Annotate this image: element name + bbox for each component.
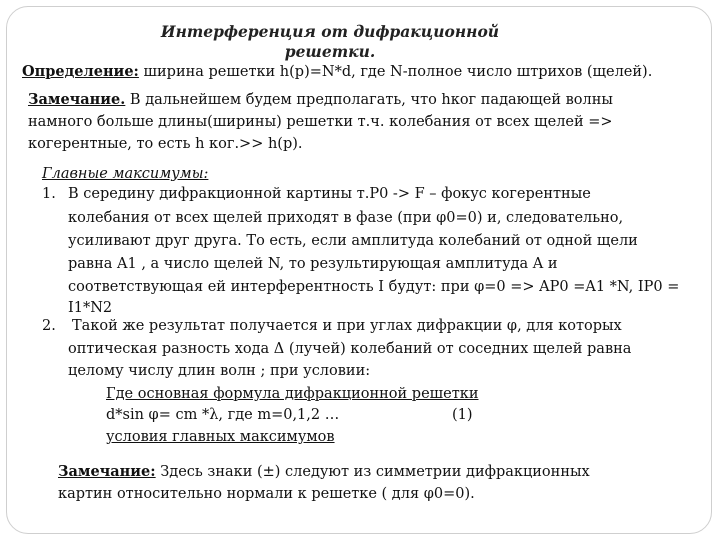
item1-line: В середину дифракционной картины т.P0 -> F – фокус когерентные (68, 186, 591, 202)
item1-number: 1. (42, 186, 56, 202)
definition-label: Определение: (22, 63, 139, 80)
definition-line (22, 62, 652, 82)
item2-line: целому числу длин волн ; при условии: (68, 363, 371, 379)
item1-line: равна A1 , а число щелей N, то результирующая амплитуда A и (68, 256, 558, 272)
item1-line: колебания от всех щелей приходят в фазе (при φ0=0) и, следовательно, (68, 210, 624, 226)
formula-note: условия главных максимумов (106, 429, 335, 445)
remark1-line1: Замечание. В дальнейшем будем предполагать, что hког падающей волны (28, 91, 613, 108)
item1-line: I1*N2 (68, 300, 113, 316)
remark2-label: Замечание: (58, 463, 156, 480)
formula-equation: d*sin φ= cm *λ, где m=0,1,2 … (106, 407, 340, 423)
item2-number: 2. (42, 318, 56, 334)
page-title: Интерференция от дифракционной решетки. (160, 22, 500, 61)
item2-line: оптическая разность хода Δ (лучей) колебаний от соседних щелей равна (68, 341, 632, 357)
definition-text: ширина решетки h(p)=N*d, где N-полное число штрихов (щелей). (138, 64, 653, 80)
remark1-line2: намного больше длины(ширины) решетки т.ч. колебания от всех щелей => (28, 114, 613, 130)
remark1-label: Замечание. (28, 91, 126, 108)
remark1-line3: когерентные, то есть h ког.>> h(p). (28, 136, 303, 152)
formula-number: (1) (452, 407, 473, 423)
main-maxima-heading: Главные максимумы: (42, 166, 209, 182)
item2-line: Такой же результат получается и при углах дифракции φ, для которых (72, 318, 622, 334)
item1-line: усиливают друг друга. То есть, если амплитуда колебаний от одной щели (68, 233, 638, 249)
formula-caption: Где основная формула дифракционной решетки (106, 386, 479, 402)
item1-line: соответствующая ей интерферентность I будут: при φ=0 => AP0 =A1 *N, IP0 = (68, 279, 680, 295)
remark2-line2: картин относительно нормали к решетке ( для φ0=0). (58, 486, 475, 502)
remark2-line1: Замечание: Здесь знаки (±) следуют из симметрии дифракционных (58, 463, 590, 480)
